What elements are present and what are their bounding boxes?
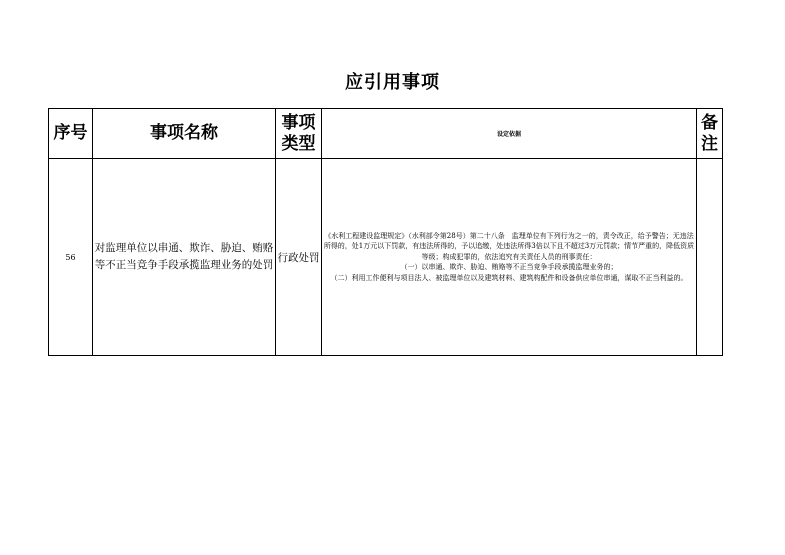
basis-item-1: （一）以串通、欺诈、胁迫、贿赂等不正当竞争手段承揽监理业务的； — [400, 263, 618, 272]
row-basis — [322, 159, 697, 356]
row-type: 行政处罚 — [276, 159, 322, 356]
header-basis: 设定依据 — [322, 109, 697, 159]
row-remarks — [697, 159, 723, 356]
header-seq: 序号 — [49, 109, 93, 159]
header-row — [49, 109, 723, 159]
header-type — [276, 109, 322, 159]
row-seq: 56 — [49, 159, 93, 356]
items-table — [48, 108, 723, 356]
basis-item-2: （二）利用工作便利与项目法人、被监理单位以及建筑材料、建筑构配件和设备供应单位串通，谋取不正当利益的。 — [330, 273, 688, 282]
basis-paragraph: 《水利工程建设监理规定》（水利部令第28号）第二十八条 监理单位有下列行为之一的，责令改正，给予警告；无违法所得的，处1万元以下罚款，有违法所得的，予以追缴，处违法所得3倍以下且不超过3万元罚款；情节严重的，降低资质等级；构成犯罪的，依法追究有关责任人员的刑事责任： — [323, 231, 695, 261]
page-title: 应引用事项 — [345, 72, 440, 93]
header-type-line1: 事项 — [281, 112, 316, 133]
header-remarks — [697, 109, 723, 159]
header-type-line2: 类型 — [281, 133, 316, 154]
header-remarks-line2: 注 — [701, 133, 718, 154]
row-name: 对监理单位以串通、欺诈、胁迫、贿赂等不正当竞争手段承揽监理业务的处罚 — [93, 159, 276, 356]
header-name: 事项名称 — [93, 109, 276, 159]
header-remarks-line1: 备 — [701, 112, 718, 133]
table-row — [49, 159, 723, 356]
